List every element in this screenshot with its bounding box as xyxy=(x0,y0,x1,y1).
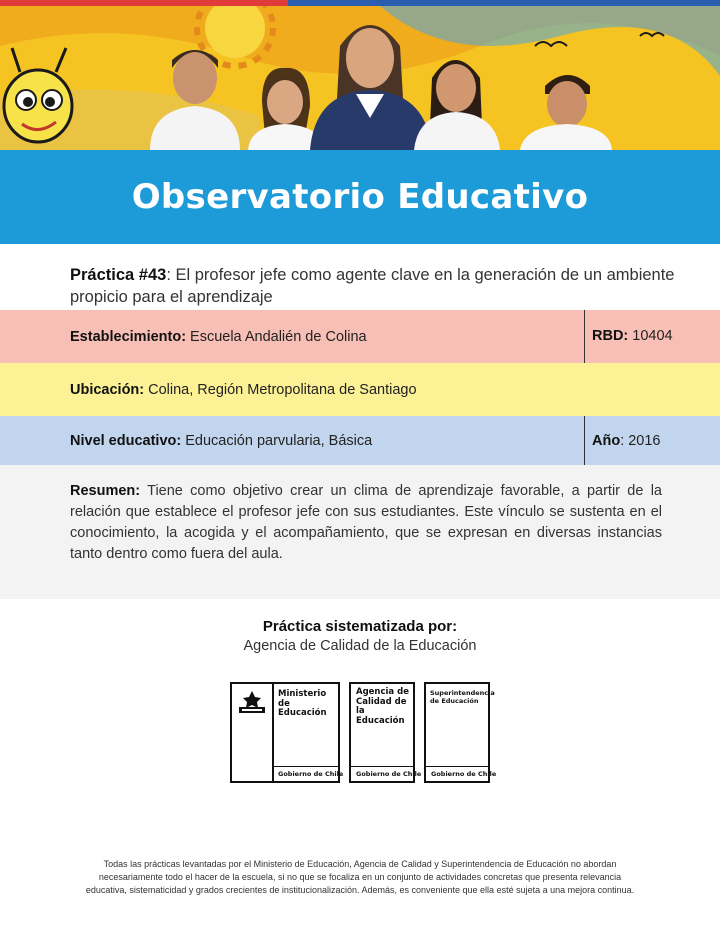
summary-paragraph xyxy=(70,481,662,565)
logo-ministerio-footer: Gobierno de Chile xyxy=(278,770,344,778)
hero-illustration xyxy=(0,6,720,150)
location-label: Ubicación: xyxy=(70,381,145,398)
school-cell xyxy=(0,310,584,363)
summary-section xyxy=(0,465,720,599)
logo-ministerio xyxy=(230,682,344,783)
location-row xyxy=(0,363,720,416)
logo-superintendencia xyxy=(424,682,497,783)
logo-footer-line xyxy=(426,766,488,768)
systematized-org: Agencia de Calidad de la Educación xyxy=(243,638,477,654)
practice-title xyxy=(70,264,690,308)
level-cell xyxy=(0,416,584,465)
logo-footer-line xyxy=(351,766,413,768)
location-value: Colina, Región Metropolitana de Santiago xyxy=(148,381,417,398)
systematized-title: Práctica sistematizada por: xyxy=(262,618,458,635)
logo-agencia xyxy=(349,682,422,783)
year-value: : 2016 xyxy=(620,432,661,449)
year-cell xyxy=(584,416,661,465)
title-band xyxy=(0,150,720,244)
practice-text: : El profesor jefe como agente clave en la generación de un ambiente propicio para el aprendizaje xyxy=(70,266,675,306)
logo-agencia-footer: Gobierno de Chile xyxy=(356,770,422,778)
logo-agencia-name: Agencia de Calidad de la Educación xyxy=(356,687,409,726)
school-row xyxy=(0,310,720,363)
row-separator xyxy=(584,416,585,465)
row-separator xyxy=(584,310,585,363)
rbd-label: RBD: xyxy=(592,328,629,344)
level-value: Educación parvularia, Básica xyxy=(185,432,373,449)
school-value: Escuela Andalién de Colina xyxy=(190,328,367,345)
chile-shield-icon xyxy=(235,687,269,717)
summary-text: Tiene como objetivo crear un clima de aprendizaje favorable, a partir de la relación que establece el profesor jefe con sus estudiantes. Este vínculo se sustenta en el conocimiento, la acogida y el acompañamiento, que se expresan en diversas instancias tanto dentro como fuera del aula. xyxy=(70,483,662,562)
disclaimer-line: Todas las prácticas levantadas por el Ministerio de Educación, Agencia de Calidad y Superintendencia de Educación no abordan xyxy=(103,859,617,869)
disclaimer-footer xyxy=(60,858,660,897)
rbd-cell xyxy=(584,310,673,363)
logo-superintendencia-name: Superintendencia de Educación xyxy=(430,689,495,705)
year-label: Año xyxy=(592,432,621,449)
logo-ministerio-name: Ministerio de Educación xyxy=(278,689,327,718)
logo-footer-line xyxy=(272,766,338,768)
location-cell xyxy=(0,363,417,416)
practice-label: Práctica #43 xyxy=(70,266,167,284)
hero-photo xyxy=(0,6,720,150)
disclaimer-line: educativa, sistematicidad y grados crecientes de institucionalización. Además, es conveniente que ella esté sujeta a una mejora continua. xyxy=(85,885,635,895)
logo-superintendencia-footer: Gobierno de Chile xyxy=(431,770,497,778)
page-title: Observatorio Educativo xyxy=(131,177,589,217)
level-row xyxy=(0,416,720,465)
rbd-value: 10404 xyxy=(632,328,673,344)
level-label: Nivel educativo: xyxy=(70,432,182,449)
school-label: Establecimiento: xyxy=(70,328,187,345)
summary-label: Resumen: xyxy=(70,483,141,499)
disclaimer-line: necesariamente todo el hacer de la escuela, si no que se focaliza en un conjunto de actividades concretas que presenta relevancia xyxy=(98,872,622,882)
